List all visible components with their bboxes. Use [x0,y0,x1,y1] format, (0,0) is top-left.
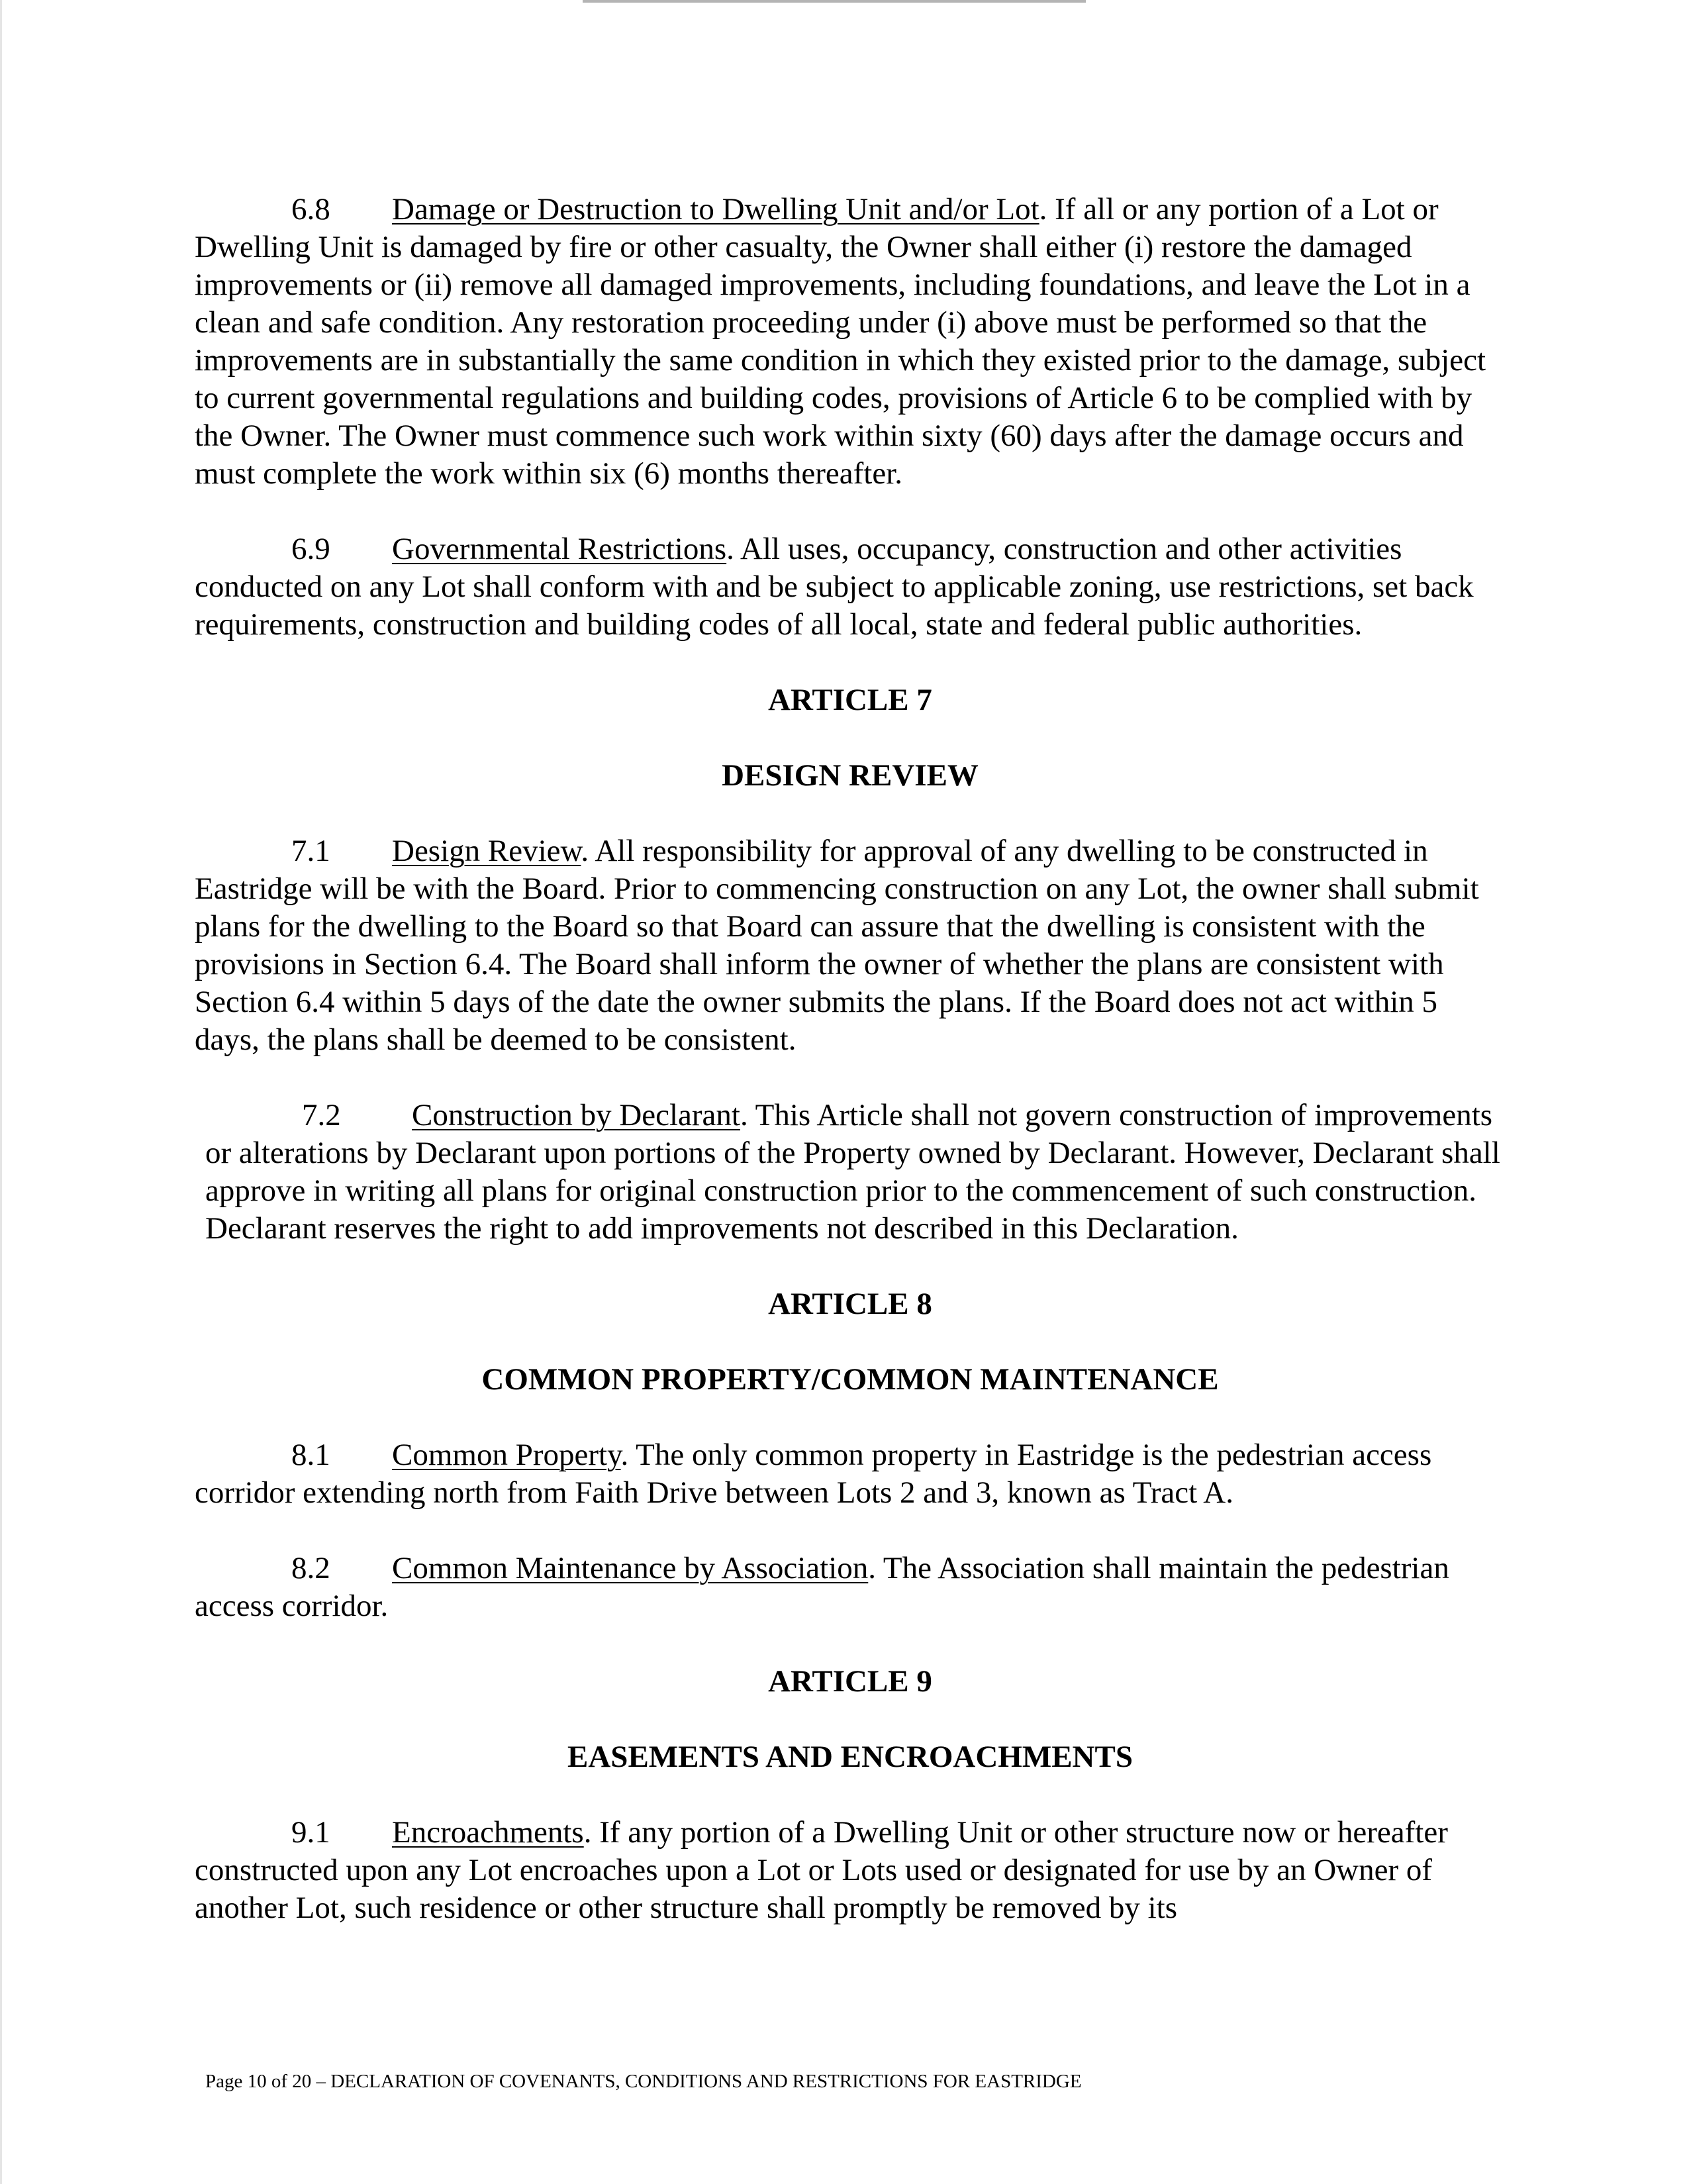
section-9-1 [195,1814,1506,1927]
section-number: 6.8 [291,192,330,226]
article-7-title: DESIGN REVIEW [722,758,979,793]
section-7-2 [195,1097,1506,1248]
section-title: Common Maintenance by Association [392,1551,869,1585]
section-body: . All responsibility for approval of any dwelling to be constructed in Eastridge will be with the Board. Prior to commencing construction on any Lot, the owner shall submit plans for the dwelling to the Board so that Board can assure that the dwelling is consistent with the provisions in Section 6.4. The Board shall inform the owner of whether the plans are consistent with Section 6.4 within 5 days of the date the owner submits the plans. If the Board does not act within 5 days, the plans shall be deemed to be consistent. [195,834,1479,1057]
section-title: Design Review [392,834,581,868]
section-body: . All uses, occupancy, construction and other activities conducted on any Lot shall conform with and be subject to applicable zoning, use restrictions, set back requirements, construction and building codes of all local, state and federal public authorities. [195,532,1474,642]
section-6-8 [195,191,1506,493]
section-6-9 [195,530,1506,644]
article-9-label: ARTICLE 9 [768,1664,932,1699]
section-title: Encroachments [392,1815,584,1850]
article-9-title: EASEMENTS AND ENCROACHMENTS [567,1740,1133,1774]
section-title: Construction by Declarant [412,1098,740,1132]
section-number: 7.2 [302,1098,341,1132]
document-page [195,191,1506,1965]
section-8-1 [195,1436,1506,1512]
section-8-2 [195,1550,1506,1625]
section-number: 9.1 [291,1815,330,1850]
section-number: 7.1 [291,834,330,868]
section-number: 8.1 [291,1438,330,1472]
article-8-title: COMMON PROPERTY/COMMON MAINTENANCE [481,1362,1219,1397]
section-body: . This Article shall not govern construction of improvements or alterations by Declarant upon portions of the Property owned by Declarant. However, Declarant shall approve in writing all plans for original construction prior to the commencement of such construction. Declarant reserves the right to add improvements not described in this Declaration. [205,1098,1500,1246]
article-8-label: ARTICLE 8 [768,1287,932,1321]
section-number: 6.9 [291,532,330,566]
scan-artifact-top [583,0,1086,3]
section-body: . If any portion of a Dwelling Unit or other structure now or hereafter constructed upon any Lot encroaches upon a Lot or Lots used or designated for use by an Owner of another Lot, such residence or other structure shall promptly be removed by its [195,1815,1448,1925]
section-title: Common Property [392,1438,621,1472]
section-body: . If all or any portion of a Lot or Dwelling Unit is damaged by fire or other casualty, the Owner shall either (i) restore the damaged improvements or (ii) remove all damaged improvements, including foundations, and leave the Lot in a clean and safe condition. Any restoration proceeding under (i) above must be performed so that the improvements are in substantially the same condition in which they existed prior to the damage, subject to current governmental regulations and building codes, provisions of Article 6 to be complied with by the Owner. The Owner must commence such work within sixty (60) days after the damage occurs and must complete the work within six (6) months thereafter. [195,192,1486,491]
scan-artifact-left-edge [0,0,2,2184]
page-footer: Page 10 of 20 – DECLARATION OF COVENANTS, CONDITIONS AND RESTRICTIONS FOR EASTRIDGE [205,2071,1082,2092]
section-title: Damage or Destruction to Dwelling Unit and/or Lot [392,192,1039,226]
section-body: . The only common property in Eastridge is the pedestrian access corridor extending north from Faith Drive between Lots 2 and 3, known as Tract A. [195,1438,1432,1510]
section-body: . The Association shall maintain the pedestrian access corridor. [195,1551,1449,1623]
section-number: 8.2 [291,1551,330,1585]
section-7-1 [195,832,1506,1059]
article-7-label: ARTICLE 7 [768,683,932,717]
section-title: Governmental Restrictions [392,532,727,566]
